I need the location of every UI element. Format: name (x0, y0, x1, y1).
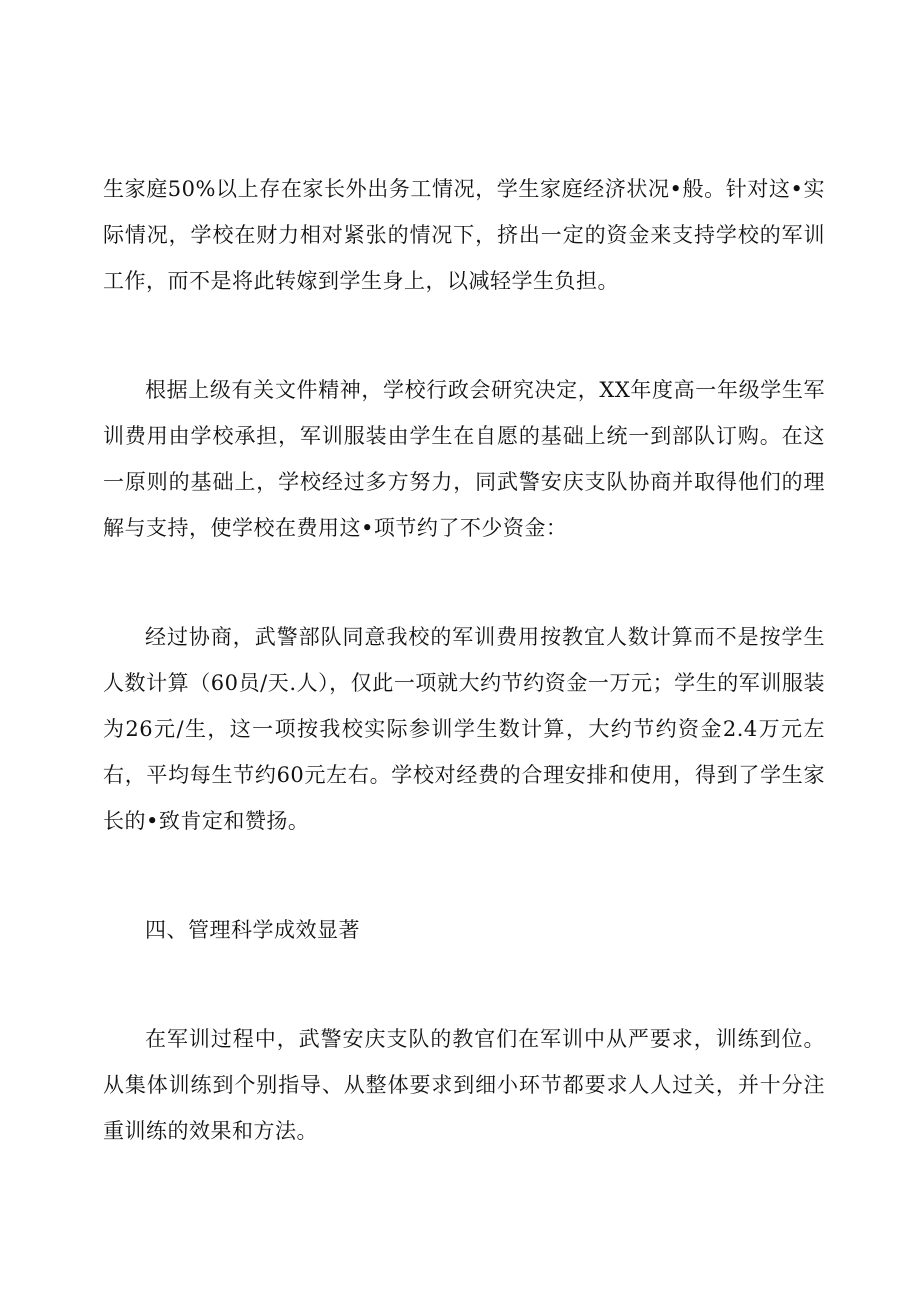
paragraph-continuation: 生家庭50%以上存在家长外出务工情况，学生家庭经济状况•般。针对这•实际情况，学校在财力相对紧张的情况下，挤出一定的资金来支持学校的军训工作，而不是将此转嫁到学生身上，以减轻学生负担。 (103, 177, 825, 293)
section-heading-management: 四、管理科学成效显著 (145, 918, 360, 942)
document-body (103, 166, 825, 1217)
paragraph-training-process: 在军训过程中，武警安庆支队的教官们在军训中从严要求，训练到位。从集体训练到个别指导、从整体要求到细小环节都要求人人过关，并十分注重训练的效果和方法。 (103, 1027, 825, 1143)
paragraph-cost-savings: 经过协商，武警部队同意我校的军训费用按教宜人数计算而不是按学生人数计算（60员/天.人），仅此一项就大约节约资金一万元；学生的军训服装为26元/生，这一项按我校实际参训学生数计算，大约节约资金2.4万元左右，平均每生节约60元左右。学校对经费的合理安排和使用，得到了学生家长的•致肯定和赞扬。 (103, 625, 825, 833)
paragraph-funding-decision: 根据上级有关文件精神，学校行政会研究决定，XX年度高一年级学生军训费用由学校承担，军训服装由学生在自愿的基础上统一到部队订购。在这一原则的基础上，学校经过多方努力，同武警安庆支队协商并取得他们的理解与支持，使学校在费用这•项节约了不少资金： (103, 378, 825, 540)
